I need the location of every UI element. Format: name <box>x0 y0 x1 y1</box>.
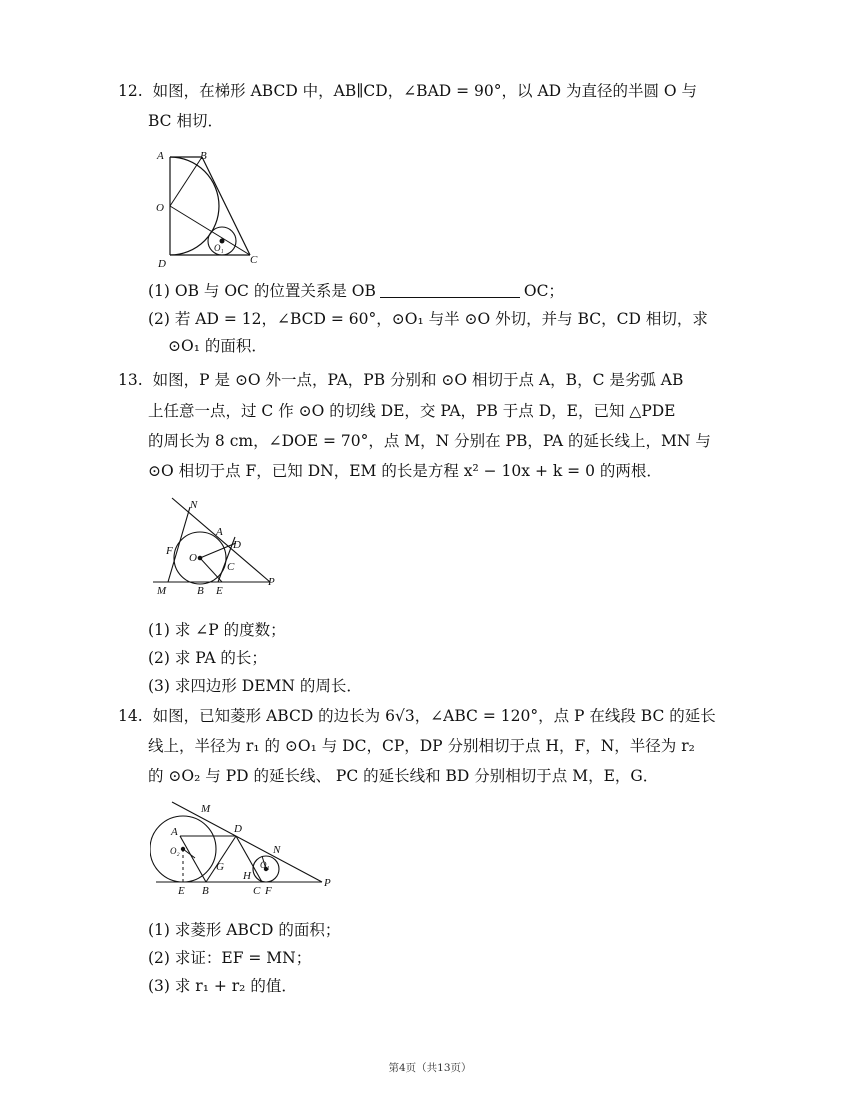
q12-part1-a: (1) OB 与 OC 的位置关系是 OB <box>148 282 376 300</box>
q13-text-line1: 如图，P 是 ⊙O 外一点，PA，PB 分别和 ⊙O 相切于点 A，B，C 是劣弧 AB <box>152 371 684 389</box>
q14-label-M: M <box>201 803 211 815</box>
q13-label-A: A <box>216 526 223 538</box>
q14-label-C: C <box>253 885 261 897</box>
q14-line1 <box>118 706 716 726</box>
q14-label-F: F <box>265 885 272 897</box>
q13-label-B: B <box>197 585 204 597</box>
q12-answer-blank[interactable] <box>380 283 520 298</box>
q13-part1: (1) 求 ∠P 的度数； <box>148 621 286 639</box>
q12-line1 <box>118 81 697 101</box>
q12-label-A: A <box>157 150 164 162</box>
q13-label-D: D <box>233 539 241 551</box>
q13-figure <box>150 492 290 602</box>
q14-label-N: N <box>273 844 281 856</box>
q12-figure <box>150 145 270 270</box>
q14-part2: (2) 求证：EF = MN； <box>148 949 312 967</box>
q12-text-line1: 如图，在梯形 ABCD 中，AB∥CD，∠BAD = 90°，以 AD 为直径的半圆 O 与 <box>152 82 698 100</box>
q13-text-line4: ⊙O 相切于点 F，已知 DN，EM 的长是方程 x² − 10x + k = 0 的两根． <box>148 462 662 480</box>
q14-label-A: A <box>171 826 178 838</box>
q12-label-O: O <box>156 202 164 214</box>
q12-part2-line1: (2) 若 AD = 12，∠BCD = 60°，⊙O₁ 与半 ⊙O 外切，并与 BC，CD 相切，求 <box>148 310 708 328</box>
q12-part1 <box>148 281 564 301</box>
q13-part2: (2) 求 PA 的长； <box>148 649 267 667</box>
q14-label-P: P <box>324 877 331 889</box>
page-footer: 第4页（共13页） <box>388 1062 472 1074</box>
q13-label-F: F <box>166 545 173 557</box>
q14-label-D: D <box>234 823 242 835</box>
q13-label-C: C <box>227 561 235 573</box>
q12-part2-line2: ⊙O₁ 的面积． <box>168 337 267 355</box>
q13-label-N: N <box>190 499 198 511</box>
q13-text-line2: 上任意一点，过 C 作 ⊙O 的切线 DE，交 PA，PB 于点 D，E，已知 △PDE <box>148 402 676 420</box>
q13-label-M: M <box>157 585 167 597</box>
q13-line1 <box>118 370 683 390</box>
q12-label-B: B <box>200 150 207 162</box>
q14-part1: (1) 求菱形 ABCD 的面积； <box>148 921 341 939</box>
q14-text-line2: 线上，半径为 r₁ 的 ⊙O₁ 与 DC，CP，DP 分别相切于点 H，F，N，半径为 r₂ <box>148 737 695 755</box>
q14-number: 14. <box>118 707 143 725</box>
q13-number: 13. <box>118 371 143 389</box>
q12-number: 12. <box>118 82 143 100</box>
q12-text-line2: BC 相切． <box>148 112 223 130</box>
q14-part3: (3) 求 r₁ + r₂ 的值． <box>148 977 297 995</box>
q12-part1-b: OC； <box>523 282 564 300</box>
q12-label-C: C <box>250 254 258 266</box>
q13-label-P: P <box>268 576 275 588</box>
q13-text-line3: 的周长为 8 cm，∠DOE = 70°，点 M，N 分别在 PB，PA 的延长线上，MN 与 <box>148 432 711 450</box>
q12-label-O1: O₁ <box>214 243 224 253</box>
q14-label-O2: O₂ <box>170 846 180 856</box>
q14-label-E: E <box>178 885 185 897</box>
q14-figure <box>150 798 350 898</box>
q14-label-B: B <box>202 885 209 897</box>
q14-text-line3: 的 ⊙O₂ 与 PD 的延长线、 PC 的延长线和 BD 分别相切于点 M，E，G． <box>148 767 659 785</box>
q14-label-H: H <box>243 870 251 882</box>
q12-label-D: D <box>158 258 166 270</box>
q14-label-G: G <box>216 861 224 873</box>
q13-label-O: O <box>189 552 197 564</box>
q13-part3: (3) 求四边形 DEMN 的周长． <box>148 677 362 695</box>
q13-label-E: E <box>216 585 223 597</box>
q14-text-line1: 如图，已知菱形 ABCD 的边长为 6√3，∠ABC = 120°，点 P 在线段 BC 的延长 <box>152 707 716 725</box>
q14-label-O1: O₁ <box>260 860 270 870</box>
